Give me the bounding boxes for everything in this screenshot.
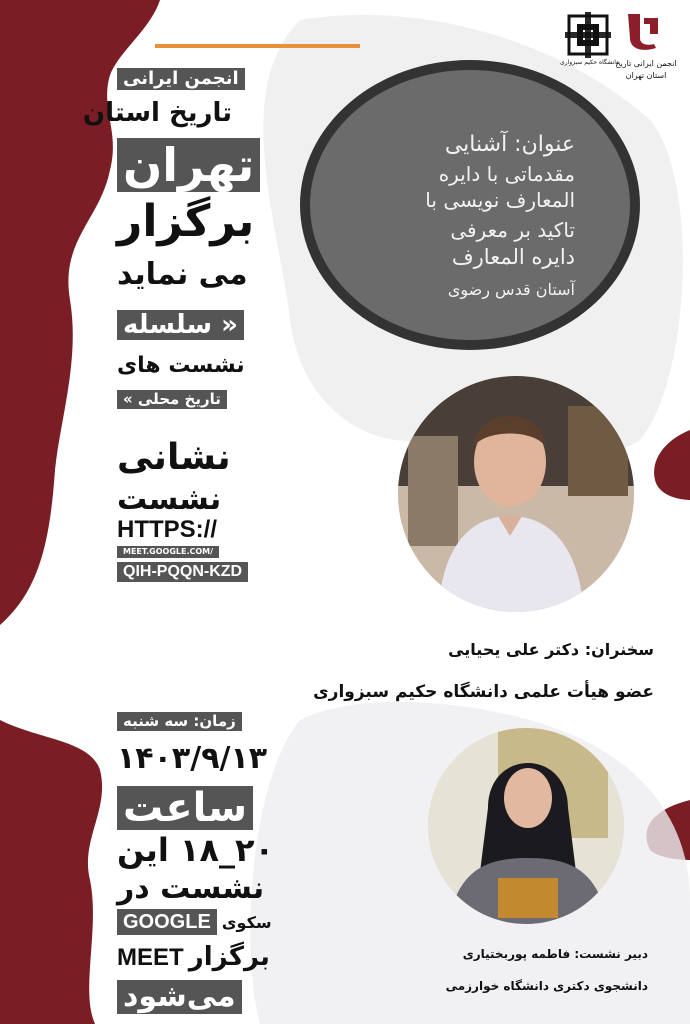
maroon-wave-bottom (0, 720, 102, 1024)
schedule-line-6-fa: سکوی (221, 913, 272, 932)
left-line-10: نشست (117, 482, 222, 517)
schedule-line-2: ۱۴۰۳/۹/۱۳ (117, 741, 268, 776)
left-line-5: می نماید (117, 257, 248, 292)
schedule-line-8: می‌شود (117, 980, 242, 1014)
speaker-photo (398, 376, 634, 612)
left-line-9: نشانی (117, 437, 231, 478)
maroon-corner-right (654, 430, 690, 500)
schedule-line-3: ساعت (117, 786, 253, 830)
meet-url-line-3[interactable]: QIH-PQQN-KZD (117, 562, 248, 582)
schedule-line-5: نشست در (117, 871, 265, 906)
university-logo (565, 12, 611, 58)
schedule-line-7-fa: برگزار (188, 942, 270, 972)
orange-accent-line (155, 44, 360, 48)
schedule-line-6-en: GOOGLE (117, 909, 217, 935)
speaker-label: سخنران: دکتر علی یحیایی (448, 640, 654, 659)
topic-line-2: مقدماتی با دایره (438, 162, 575, 186)
meet-url-line-1[interactable]: HTTPS:// (117, 516, 217, 543)
topic-line-5: دایره المعارف (451, 245, 575, 269)
meet-url-line-2[interactable]: MEET.GOOGLE.COM/ (117, 546, 219, 558)
society-logo (620, 8, 664, 52)
topic-circle (300, 60, 640, 350)
society-logo-caption: انجمن ایرانی تاریخ استان تهران (615, 59, 677, 80)
speaker-affiliation: عضو هیأت علمی دانشگاه حکیم سبزواری (313, 682, 654, 702)
topic-line-3: المعارف نویسی با (425, 188, 575, 212)
left-line-8: تاریخ محلی » (117, 390, 227, 409)
left-line-2: تاریخ استان (82, 98, 232, 128)
topic-line-1: عنوان: آشنایی (444, 132, 575, 157)
topic-line-4: تاکید بر معرفی (450, 218, 575, 242)
left-line-4: برگزار (117, 196, 255, 247)
topic-line-6: آستان قدس رضوی (447, 280, 575, 299)
schedule-line-1: زمان: سه شنبه (117, 712, 242, 731)
schedule-line-7 (117, 944, 270, 970)
left-line-7: نشست های (117, 353, 245, 378)
secretary-photo (428, 728, 624, 924)
left-line-6: « سلسله (117, 310, 244, 340)
schedule-line-4: ۲۰_۱۸ این (117, 831, 275, 869)
left-line-1: انجمن ایرانی (117, 68, 245, 90)
left-line-3: تهران (117, 138, 260, 192)
schedule-line-7-en: MEET (117, 944, 184, 971)
university-logo-caption: دانشگاه حکیم سبزواری (560, 59, 619, 66)
schedule-line-6 (117, 912, 272, 932)
secretary-affiliation: دانشجوی دکتری دانشگاه خوارزمی (445, 979, 648, 993)
secretary-label: دبیر نشست: فاطمه پوربختیاری (462, 947, 648, 961)
